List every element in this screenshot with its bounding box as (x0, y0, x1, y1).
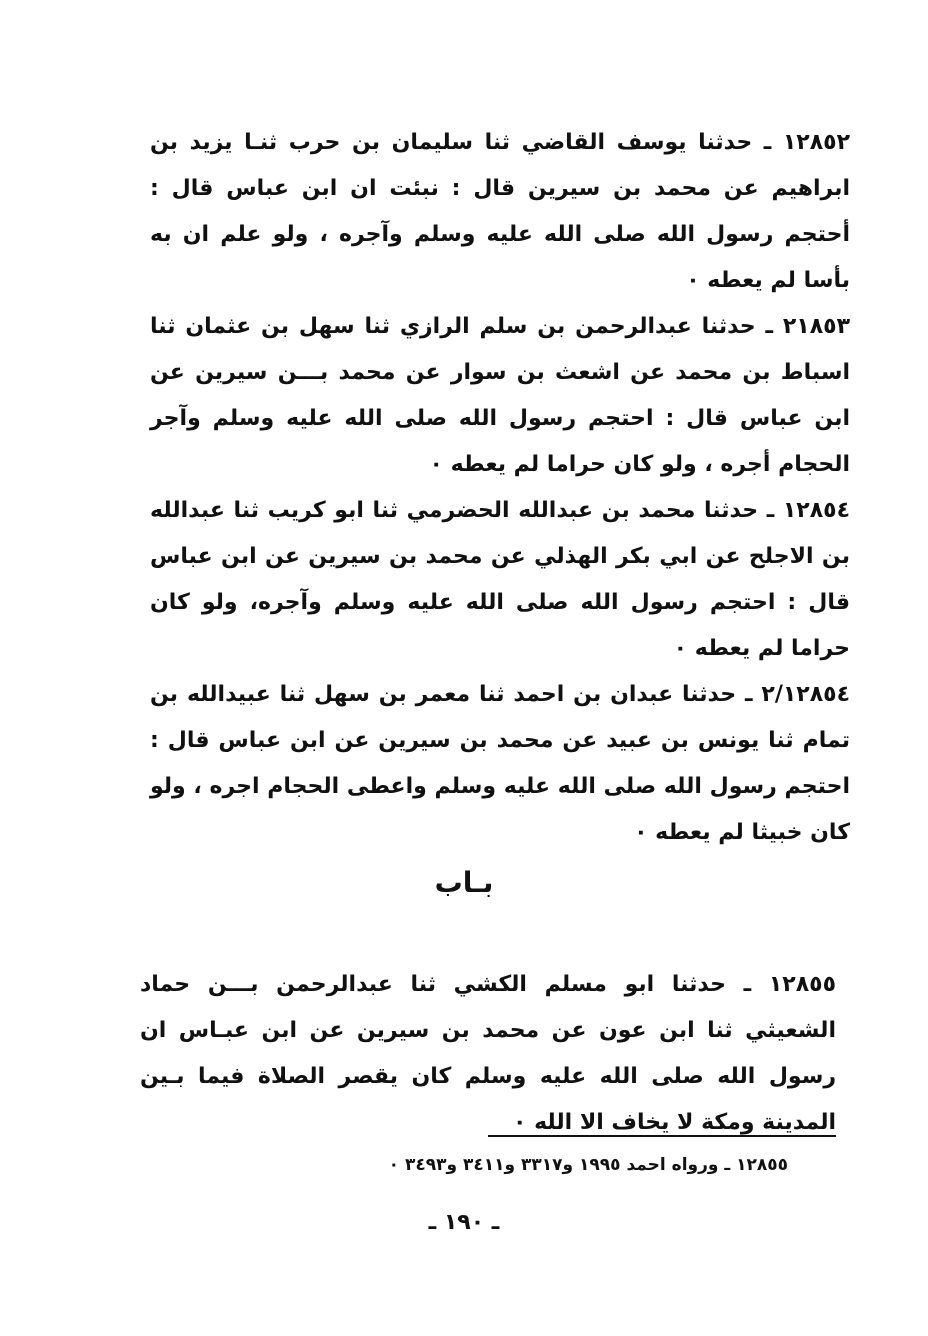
page-number: ـ ١٩٠ ـ (428, 1210, 500, 1235)
footnote-divider (488, 1135, 836, 1137)
hadith-12852: ١٢٨٥٢ ـ حدثنا يوسف القاضي ثنا سليمان بن حرب ثنـا يزيد بن ابراهيم عن محمد بن سيرين قال : نبئت ان ابن عباس قال : أحتجم رسول الله صلى الله عليه وسلم وآجره ، ولو علم ان به بأسا لم يعطه ٠ (150, 130, 850, 293)
hadith-12855: ١٢٨٥٥ ـ حدثنا ابو مسلم الكشي ثنا عبدالرحمن بـــن حماد الشعيثي ثنا ابن عون عن محمد بن سيرين عن ابن عبـاس ان رسول الله صلى الله عليه وسلم كان يقصر الصلاة فيما بـين المدينة ومكة لا يخاف الا الله ٠ (140, 972, 836, 1135)
hadith-12854-2: ٢/١٢٨٥٤ ـ حدثنا عبدان بن احمد ثنا معمر بن سهل ثنا عبيدالله بن تمام ثنا يونس بن عبيد عن محمد بن سيرين عن ابن عباس قال : احتجم رسول الله صلى الله عليه وسلم واعطى الحجام اجره ، ولو كان خبيثا لم يعطه ٠ (150, 682, 850, 845)
footnote: ١٢٨٥٥ ـ ورواه احمد ١٩٩٥ و٣٣١٧ و٣٤١١ و٣٤٩٣ ٠ (388, 1155, 788, 1175)
hadith-12854: ١٢٨٥٤ ـ حدثنا محمد بن عبدالله الحضرمي ثنا ابو كريب ثنا عبدالله بن الاجلح عن ابي بكر الهذلي عن محمد بن سيرين عن ابن عباس قال : احتجم رسول الله صلى الله عليه وسلم وآجره، ولو كان حراما لم يعطه ٠ (150, 498, 850, 661)
hadith-21853: ٢١٨٥٣ ـ حدثنا عبدالرحمن بن سلم الرازي ثنا سهل بن عثمان ثنا اسباط بن محمد عن اشعث بن سوار عن محمد بـــن سيرين عن ابن عباس قال : احتجم رسول الله صلى الله عليه وسلم وآجر الحجام أجره ، ولو كان حراما لم يعطه ٠ (150, 314, 850, 477)
chapter-title: بـاب (434, 866, 494, 899)
